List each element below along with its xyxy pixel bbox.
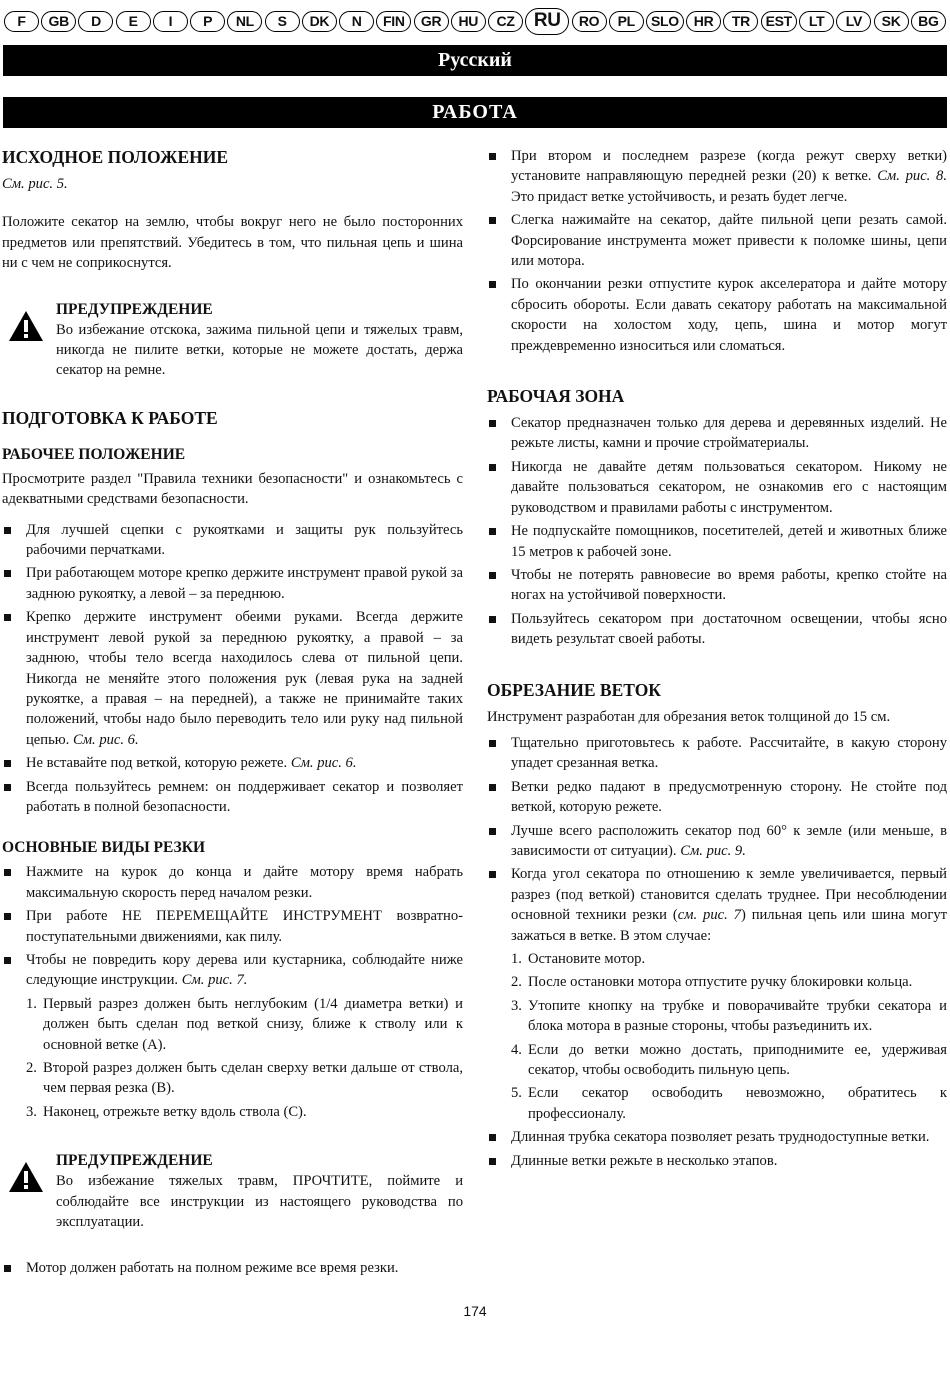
trimming-steps: [487, 949, 947, 1124]
list-item: При работе НЕ ПЕРЕМЕЩАЙТЕ ИНСТРУМЕНТ возвратно-поступательными движениями, как пилу.: [2, 906, 463, 947]
language-tab-lt[interactable]: LT: [799, 11, 834, 32]
preparation-heading: ПОДГОТОВКА К РАБОТЕ: [2, 407, 218, 428]
start-position-heading: ИСХОДНОЕ ПОЛОЖЕНИЕ: [2, 147, 229, 167]
language-selector-bar: [4, 7, 946, 35]
list-item: Всегда пользуйтесь ремнем: он поддерживает секатор и позволяет работать в полной безопасности.: [2, 777, 463, 818]
list-item: Мотор должен работать на полном режиме все время резки.: [2, 1258, 463, 1278]
list-item: 1. Первый разрез должен быть неглубоким (1/4 диаметра ветки) и должен быть сделан под веткой снизу, ближе к стволу или к основной ветке (A).: [26, 995, 463, 1053]
warning-block-2: [2, 1151, 463, 1232]
language-tab-gb[interactable]: GB: [41, 11, 76, 32]
list-item: 3. Наконец, отрежьте ветку вдоль ствола (C).: [26, 1103, 307, 1120]
list-item: 1. Остановите мотор.: [511, 951, 646, 967]
motor-list: [2, 1258, 463, 1278]
warning-block-1: [2, 300, 463, 381]
basic-cuts-list: [2, 862, 463, 990]
language-tab-lv[interactable]: LV: [836, 11, 871, 32]
language-tab-pl[interactable]: PL: [609, 11, 644, 32]
working-position-heading: РАБОЧЕЕ ПОЛОЖЕНИЕ: [2, 445, 186, 463]
list-item: При втором и последнем разрезе (когда режут сверху ветки) установите направляющую передней резки (20) к ветке. См. рис. 8. Это придаст ветке устойчивость, и резать будет легче.: [487, 146, 947, 207]
language-tab-bg[interactable]: BG: [911, 11, 946, 32]
warning-text: Во избежание тяжелых травм, ПРОЧТИТЕ, поймите и соблюдайте все инструкции из настоящего руководства по эксплуатации.: [56, 1173, 463, 1231]
language-tab-n[interactable]: N: [339, 11, 374, 32]
trimming-list-end: [487, 1127, 947, 1171]
list-item: 5. Если секатор освободить невозможно, обратитесь к профессионалу.: [511, 1085, 947, 1122]
list-item: Чтобы не повредить кору дерева или кустарника, соблюдайте ниже следующие инструкции. См. рис. 7.: [2, 950, 463, 991]
warning-title: ПРЕДУПРЕЖДЕНИЕ: [56, 300, 213, 318]
working-position-list: [2, 520, 463, 818]
language-tab-f[interactable]: F: [4, 11, 39, 32]
list-item: 3. Утопите кнопку на трубке и поворачивайте трубки секатора и блока мотора в разные стороны, чтобы разъединить их.: [511, 997, 947, 1035]
language-tab-nl[interactable]: NL: [227, 11, 262, 32]
language-tab-slo[interactable]: SLO: [646, 11, 684, 32]
page-number: 174: [463, 1303, 487, 1319]
work-zone-heading: РАБОЧАЯ ЗОНА: [487, 386, 625, 407]
list-item: Пользуйтесь секатором при достаточном освещении, чтобы ясно видеть результат своей работы.: [487, 609, 947, 650]
list-item: Длинная трубка секатора позволяет резать труднодоступные ветки.: [487, 1127, 947, 1147]
start-position-ref: См. рис. 5.: [2, 176, 68, 192]
start-position-text: Положите секатор на землю, чтобы вокруг него не было посторонних предметов или препятствий. Убедитесь в том, что пильная цепь и шина ни с чем не соприкоснутся.: [2, 214, 463, 272]
list-item: Секатор предназначен только для дерева и деревянных изделий. Не режьте листы, камни и прочие стройматериалы.: [487, 413, 947, 454]
language-tab-hr[interactable]: HR: [686, 11, 721, 32]
list-item: Не вставайте под веткой, которую режете. См. рис. 6.: [2, 753, 463, 773]
language-tab-dk[interactable]: DK: [302, 11, 337, 32]
section-title-band: РАБОТА: [3, 97, 947, 128]
trimming-heading: ОБРЕЗАНИЕ ВЕТОК: [487, 679, 661, 700]
basic-cuts-steps: [2, 994, 463, 1122]
list-item: Для лучшей сцепки с рукоятками и защиты рук пользуйтесь рабочими перчатками.: [2, 520, 463, 561]
list-item: Когда угол секатора по отношению к земле увеличивается, первый разрез (под веткой) становится сделать труднее. При несоблюдении основной техники резки (см. рис. 7) пильная цепь или шина могут зажаться в ветке. В этом случае:: [487, 864, 947, 946]
list-item: Тщательно приготовьтесь к работе. Рассчитайте, в какую сторону упадет срезанная ветка.: [487, 733, 947, 774]
list-item: 2. После остановки мотора отпустите ручку блокировки кольца.: [511, 974, 913, 991]
language-tab-ru[interactable]: RU: [525, 8, 569, 35]
language-tab-e[interactable]: E: [116, 11, 151, 32]
list-item: Крепко держите инструмент обеими руками. Всегда держите инструмент левой рукой за переднюю рукоятку, а правой – за заднюю, чтобы тело всегда находилось слева от пильной цепи. Никогда не меняйте этого положения рук (левая рука на задней рукоятке, а правая – на передней), а также не принимайте таких положений, чтобы надо было переводить тело или руку над пильной цепью. См. рис. 6.: [2, 607, 463, 750]
warning-title: ПРЕДУПРЕЖДЕНИЕ: [56, 1152, 213, 1170]
list-item: Не подпускайте помощников, посетителей, детей и животных ближе 15 метров к рабочей зоне.: [487, 521, 947, 562]
language-tab-est[interactable]: EST: [761, 11, 797, 32]
language-tab-sk[interactable]: SK: [874, 11, 909, 32]
language-tab-fin[interactable]: FIN: [376, 11, 411, 32]
list-item: По окончании резки отпустите курок акселератора и дайте мотору сбросить обороты. Если давать секатору работать на максимальной скорости на холостом ходу, цепь, шина и мотор могут преждевременно износиться или сломаться.: [487, 274, 947, 356]
warning-triangle-icon: [8, 1161, 44, 1193]
cutting-continued-list: [487, 146, 947, 356]
list-item: 4. Если до ветки можно достать, приподнимите ее, удерживая секатор, чтобы освободить пильную цепь.: [511, 1041, 947, 1079]
language-title-band: Русский: [3, 45, 947, 76]
list-item: Чтобы не потерять равновесие во время работы, крепко стойте на ногах на устойчивой поверхности.: [487, 565, 947, 606]
list-item: Длинные ветки режьте в несколько этапов.: [487, 1151, 947, 1171]
trimming-text: Инструмент разработан для обрезания веток толщиной до 15 см.: [487, 708, 891, 725]
list-item: Никогда не давайте детям пользоваться секатором. Никому не давайте пользоваться секатором, не ознакомив его с настоящим руководством и правилами работы с инструментом.: [487, 457, 947, 518]
language-tab-d[interactable]: D: [78, 11, 113, 32]
language-tab-s[interactable]: S: [265, 11, 300, 32]
warning-triangle-icon: [8, 310, 44, 342]
language-tab-tr[interactable]: TR: [723, 11, 758, 32]
language-tab-gr[interactable]: GR: [414, 11, 449, 32]
list-item: Слегка нажимайте на секатор, дайте пильной цепи резать самой. Форсирование инструмента может привести к поломке шины, цепи или мотора.: [487, 210, 947, 271]
language-tab-ro[interactable]: RO: [572, 11, 607, 32]
language-tab-i[interactable]: I: [153, 11, 188, 32]
left-column: [2, 146, 463, 1282]
right-column: [487, 146, 947, 1174]
warning-text: Во избежание отскока, зажима пильной цепи и тяжелых травм, никогда не пилите ветки, которые не можете достать, держа секатор на ремне.: [56, 321, 463, 379]
basic-cuts-heading: ОСНОВНЫЕ ВИДЫ РЕЗКИ: [2, 839, 206, 857]
list-item: Лучше всего расположить секатор под 60° к земле (или меньше, в зависимости от ситуации). См. рис. 9.: [487, 821, 947, 862]
work-zone-list: [487, 413, 947, 649]
trimming-list: [487, 733, 947, 946]
language-tab-hu[interactable]: HU: [451, 11, 486, 32]
working-position-text: Просмотрите раздел "Правила техники безопасности" и ознакомьтесь с адекватными средствами безопасности.: [2, 470, 463, 508]
list-item: При работающем моторе крепко держите инструмент правой рукой за заднюю рукоятку, а левой – за переднюю.: [2, 563, 463, 604]
language-tab-cz[interactable]: CZ: [488, 11, 523, 32]
list-item: 2. Второй разрез должен быть сделан сверху ветки дальше от ствола, чем первая резка (B).: [26, 1060, 463, 1097]
language-tab-p[interactable]: P: [190, 11, 225, 32]
list-item: Нажмите на курок до конца и дайте мотору время набрать максимальную скорость перед началом резки.: [2, 862, 463, 903]
list-item: Ветки редко падают в предусмотренную сторону. Не стойте под веткой, которую режете.: [487, 777, 947, 818]
